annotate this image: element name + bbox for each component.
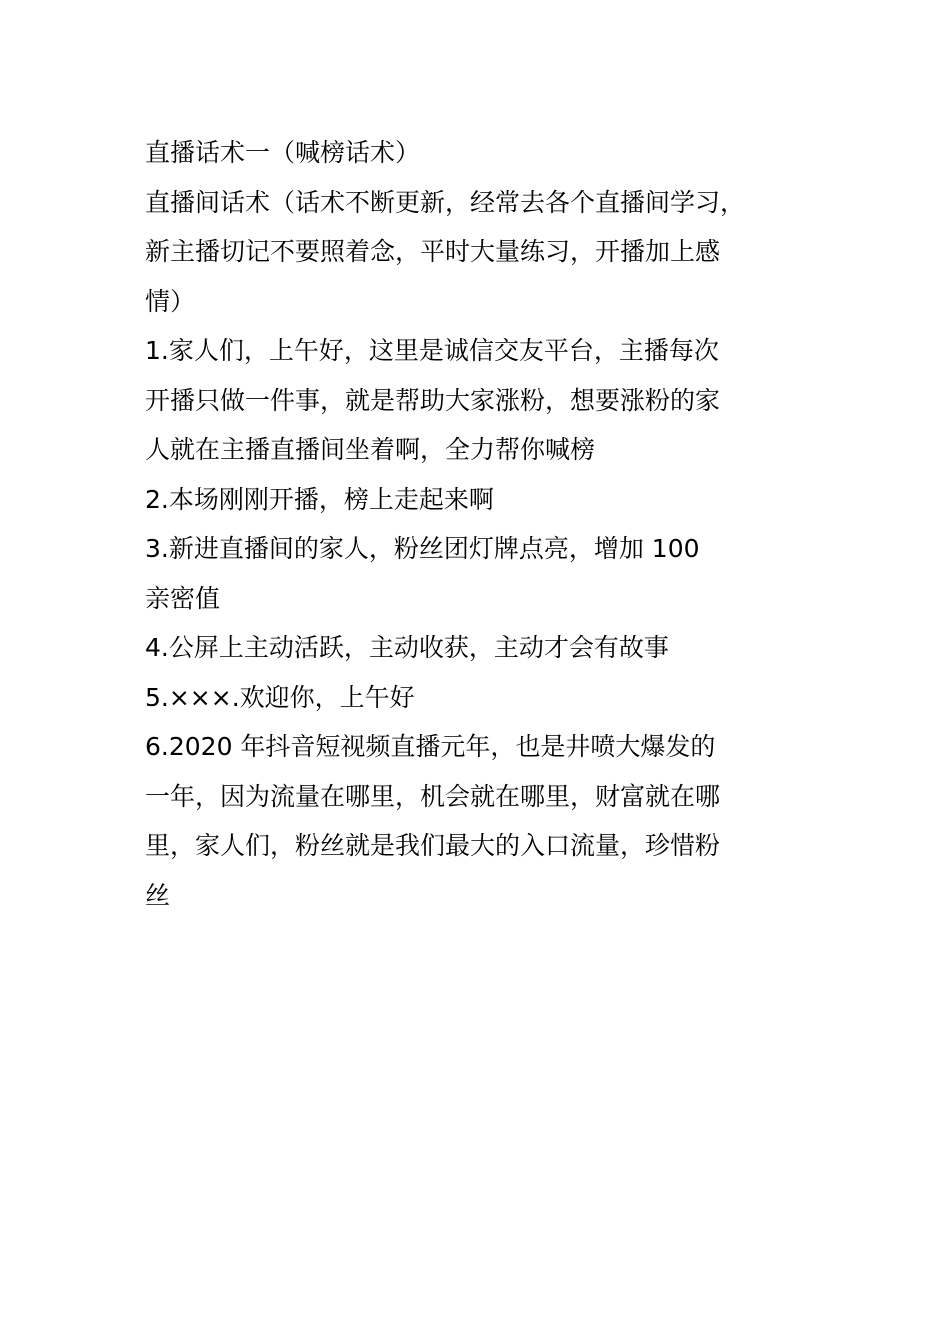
text-line: 亲密值 (145, 583, 221, 613)
text-line: 情） (145, 286, 196, 316)
list-item-2: 2.本场刚刚开播，榜上走起来啊 (145, 484, 494, 514)
text-line: 人就在主播直播间坐着啊，全力帮你喊榜 (145, 435, 596, 464)
text-line: 丝 (145, 880, 171, 910)
list-item-6: 6.2020 年抖音短视频直播元年，也是井喷大爆发的 (145, 732, 716, 761)
list-item-5: 5.×××.欢迎你，上午好 (145, 682, 415, 712)
list-item-4: 4.公屏上主动活跃，主动收获，主动才会有故事 (145, 633, 669, 662)
document-body (145, 128, 825, 920)
text-line: 开播只做一件事，就是帮助大家涨粉，想要涨粉的家 (145, 385, 721, 415)
list-item-1: 1.家人们，上午好，这里是诚信交友平台，主播每次 (145, 336, 719, 365)
text-line: 直播间话术（话术不断更新，经常去各个直播间学习， (145, 187, 746, 217)
list-item-3: 3.新进直播间的家人，粉丝团灯牌点亮，增加 100 (145, 534, 700, 563)
document-title: 直播话术一（喊榜话术） (145, 138, 421, 167)
text-line: 里，家人们，粉丝就是我们最大的入口流量，珍惜粉 (145, 831, 721, 860)
text-line: 一年，因为流量在哪里，机会就在哪里，财富就在哪 (145, 781, 721, 811)
text-line: 新主播切记不要照着念，平时大量练习，开播加上感 (145, 237, 721, 266)
